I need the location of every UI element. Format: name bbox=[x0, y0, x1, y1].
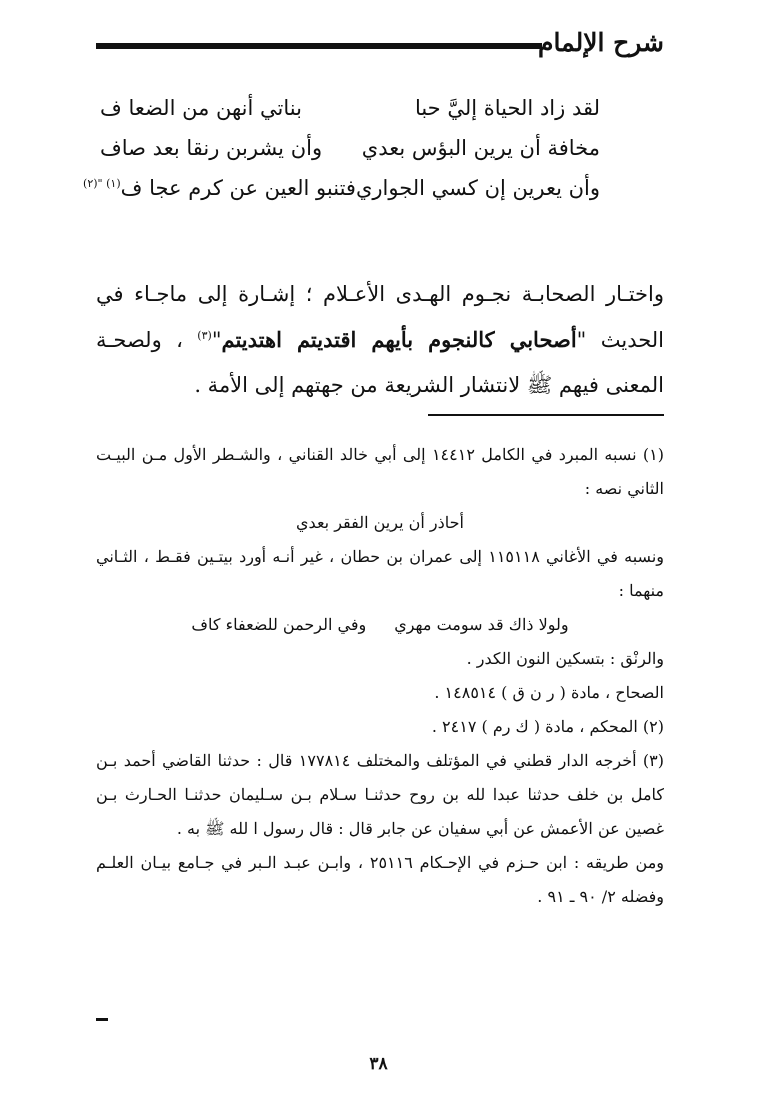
footnote-1-source: الصحاح ، مادة ( ر ن ق ) ١٤٨٥١٤ . bbox=[434, 683, 664, 702]
poem-line bbox=[83, 168, 600, 208]
header-rule bbox=[96, 43, 542, 49]
footnote-1-continued: ونسبه في الأغاني ١١٥١١٨ إلى عمران بن حطان ، غير أنـه أورد بيتـين فقـط ، الثـاني منهما : bbox=[96, 547, 664, 600]
poem-hemistich-second: فتنبو العين عن كرم عجا ف bbox=[120, 176, 356, 200]
prose-text: واختـار الصحابـة نجـوم الهـدى الأعـلام ؛ إشـارة إلى ماجـاء في الحديث " bbox=[96, 282, 664, 352]
poem-hemistich-second: بناتي أنهن من الضعا ف bbox=[100, 96, 302, 120]
running-header bbox=[96, 28, 664, 68]
page-number: ٣٨ bbox=[369, 1054, 388, 1074]
poem-line bbox=[100, 88, 600, 128]
hadith-quote: أصحابي كالنجوم بأيهم اقتديتم اهتديتم bbox=[221, 327, 577, 352]
footnote-verse-second: وفي الرحمن للضعفاء كاف bbox=[191, 615, 367, 634]
footnote-verse-pair bbox=[96, 608, 664, 642]
footnote-2: (٢) المحكم ، مادة ( ك رم ) ٢٤١٧ . bbox=[431, 717, 664, 736]
footnote-separator bbox=[428, 414, 664, 416]
footnote-3: (٣) أخرجه الدار قطني في المؤتلف والمختلف ١٧٧٨١٤ قال : حدثنا القاضي أحمد بـن كامل بن خلف حدثنا عبدا لله بن روح حدثنـا سـلام بـن سـليمان حدثنـا الحـارث بـن غصين عن الأعمش عن أبي سفيان عن جابر قال : قال رسول ا لله ﷺ به . bbox=[96, 751, 665, 838]
poem-hemistich-second-wrap bbox=[83, 168, 356, 208]
footnote-ref[interactable]: (٣) bbox=[197, 329, 212, 342]
poem bbox=[83, 88, 600, 208]
footnotes bbox=[96, 438, 664, 914]
continuation-dash bbox=[96, 1018, 108, 1021]
footnote-1: (١) نسبه المبرد في الكامل ١٤٤١٢ إلى أبي خالد القناني ، والشـطر الأول مـن البيـت الثاني نصه : bbox=[96, 445, 665, 498]
poem-hemistich-first: لقد زاد الحياة إليَّ حبا bbox=[414, 96, 600, 120]
footnote-verse: أحاذر أن يرين الفقر بعدي bbox=[296, 513, 464, 532]
footnote-3-continued: ومن طريقه : ابن حـزم في الإحـكام ٢٥١١٦ ، وابـن عبـد الـبر في جـامع بيـان العلـم وفضله ٢/ ٩٠ ـ ٩١ . bbox=[96, 853, 664, 906]
poem-hemistich-second: وأن يشربن رنقا بعد صاف bbox=[100, 136, 323, 160]
poem-line bbox=[100, 128, 600, 168]
quote-mark: " bbox=[211, 328, 222, 352]
prose-paragraph bbox=[96, 272, 664, 408]
poem-hemistich-first: مخافة أن يرين البؤس بعدي bbox=[361, 136, 600, 160]
footnote-1-gloss: والرنْق : بتسكين النون الكدر . bbox=[466, 649, 664, 668]
prose-text: ، ولصحـة المعنى فيهم ﷺ لانتشار الشريعة من جهتهم إلى الأمة . bbox=[96, 328, 664, 397]
footnote-verse-first: ولولا ذاك قد سومت مهري bbox=[394, 615, 569, 634]
footnote-ref[interactable]: (١) "(٢) bbox=[83, 177, 121, 190]
header-title: شرح الإلمام bbox=[538, 28, 664, 57]
poem-hemistich-first: وأن يعرين إن كسي الجواري bbox=[355, 176, 600, 200]
